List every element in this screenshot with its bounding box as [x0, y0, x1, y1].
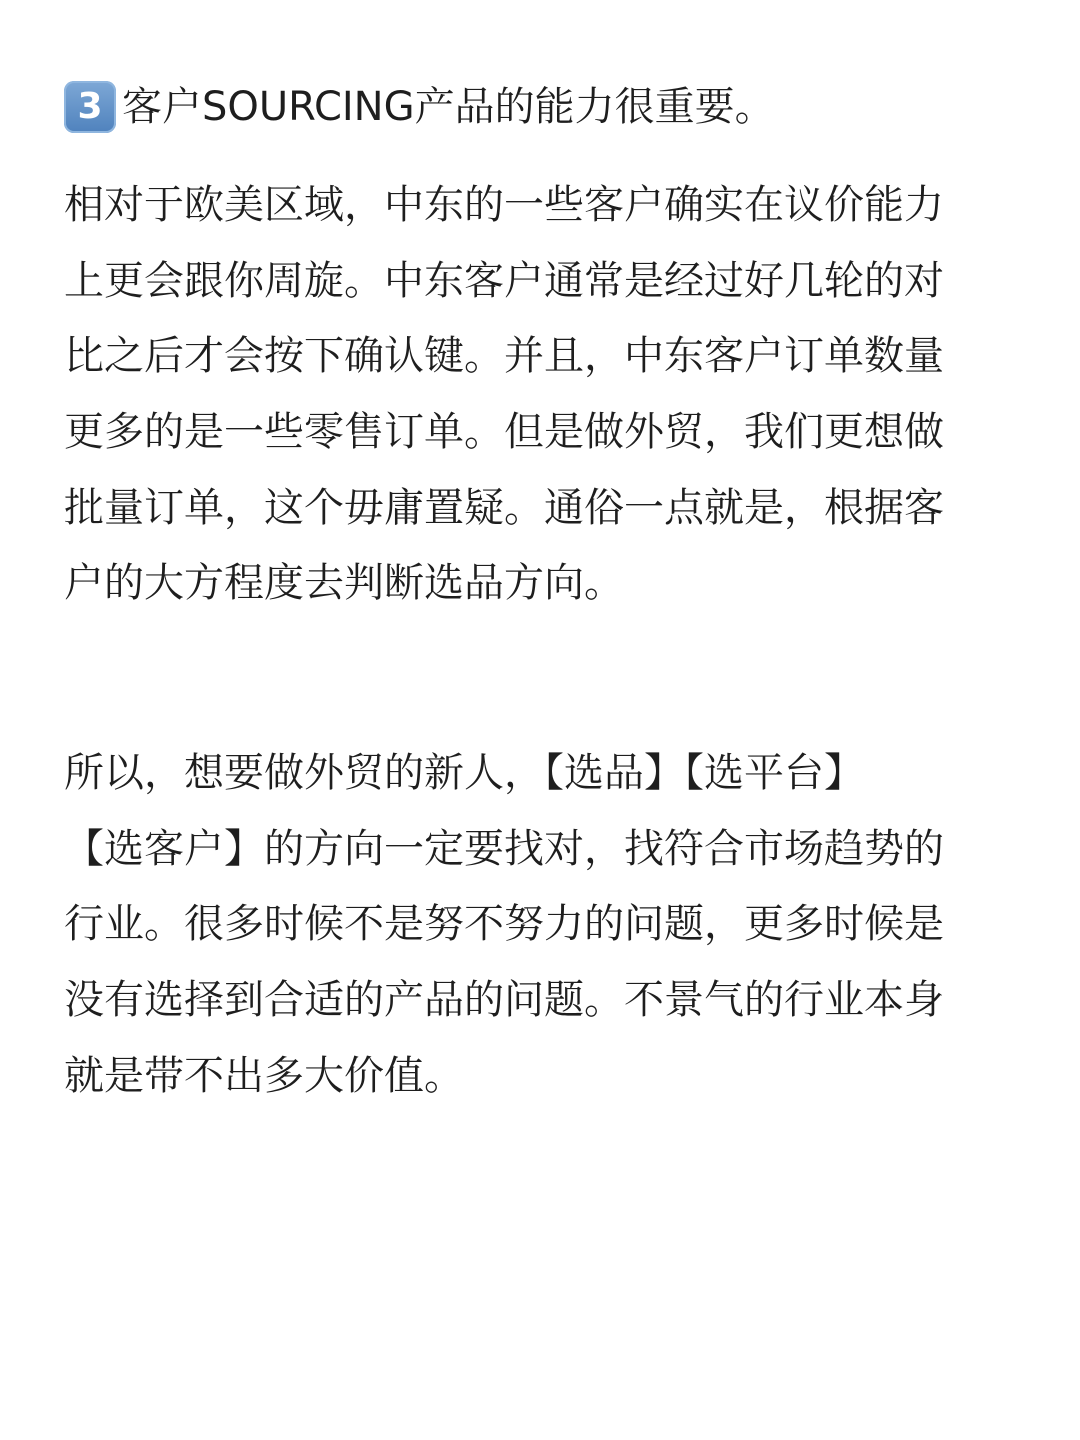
- paragraph-line: 行业。很多时候不是努不努力的问题，更多时候是: [64, 901, 944, 948]
- paragraph-line: 比之后才会按下确认键。并且，中东客户订单数量: [64, 333, 944, 380]
- section-heading-text: 客户SOURCING产品的能力很重要。: [122, 84, 775, 130]
- paragraph-conclusion: [64, 736, 1024, 1114]
- paragraph-line: 户的大方程度去判断选品方向。: [64, 560, 624, 607]
- section-heading: [64, 72, 1024, 142]
- paragraph-line: 更多的是一些零售订单。但是做外贸，我们更想做: [64, 409, 944, 456]
- keycap-number-three-icon: 3: [64, 81, 116, 133]
- paragraph-line: 批量订单，这个毋庸置疑。通俗一点就是，根据客: [64, 484, 944, 531]
- paragraph-line: 相对于欧美区域，中东的一些客户确实在议价能力: [64, 182, 944, 228]
- paragraph-line: 上更会跟你周旋。中东客户通常是经过好几轮的对: [64, 257, 944, 304]
- paragraph-line: 就是带不出多大价值。: [64, 1052, 464, 1099]
- paragraph-line: 【选客户】的方向一定要找对，找符合市场趋势的: [64, 825, 944, 872]
- paragraph-line: 所以，想要做外贸的新人，【选品】【选平台】: [64, 750, 864, 796]
- paragraph-line: 没有选择到合适的产品的问题。不景气的行业本身: [64, 977, 944, 1024]
- paragraph-negotiation: [64, 168, 1024, 622]
